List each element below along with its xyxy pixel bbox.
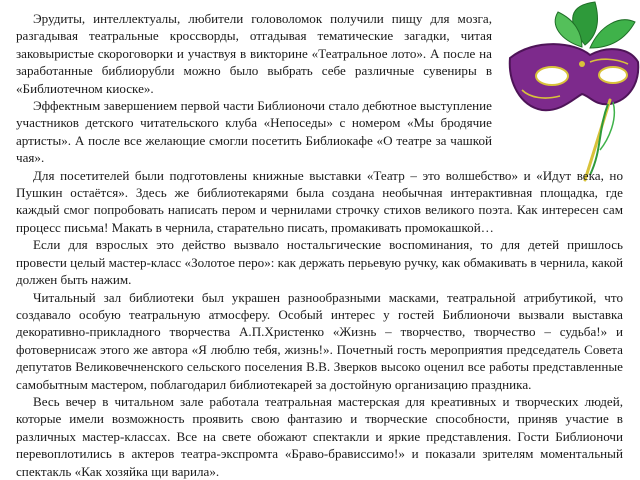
paragraph-erudites: Эрудиты, интеллектуалы, любители головоломок получили пищу для мозга, разгадывая театральные кроссворды, отгадывая тематические загадки, читая заковыристые скороговорки и участвуя в викторине «Театральное лото». А после на заработанные библиорубли можно было выбрать себе различные сувениры в «Библиотечном киоске».: [16, 11, 492, 96]
paragraph-premiere: Эффектным завершением первой части Библионочи стало дебютное выступление участников детского читательского клуба «Непоседы» с номером «Мы бродячие артисты». А после все желающие смогли посетить Библиокафе «О театре за чашкой чая».: [16, 98, 492, 166]
paragraph-evening: Весь вечер в читальном зале работала театральная мастерская для креативных и творческих людей, которые имели возможность проявить свою фантазию и творческие способности, приняв участие в различных мастер-классах. Все на свете обожают спектакли и яркие представления. Гости Библионочи перевоплотились в актеров театра-экспромта «Браво-брависсимо!» и показали зрителям моментальный спектакль «Как хозяйка щи варила».: [16, 393, 623, 479]
paragraph-exhibitions: Для посетителей были подготовлены книжные выставки «Театр – это волшебство» и «Идут века, но Пушкин остаётся». Здесь же библиотекарями была создана необычная интерактивная площадка, где каждый смог попробовать написать пером и чернилами строчку стихов великого поэта. Как интересен сам процесс письма! Макать в чернила, старательно писать, промакивать промокашкой…: [16, 167, 623, 235]
paragraph-masterclass: Если для взрослых это действо вызвало ностальгические воспоминания, то для детей пришлось провести целый мастер-класс «Золотое перо»: как держать перьевую ручку, как обмакивать в чернила, какой должен быть нажим.: [16, 237, 623, 288]
article: [16, 10, 623, 480]
paragraph-reading-room: Читальный зал библиотеки был украшен разнообразными масками, театральной атрибутикой, что создавало особую театральную атмосферу. Особый интерес у гостей Библионочи вызвали выставка декоративно-прикладного творчества А.П.Христенко «Жизнь – творчество, творчество – судьба!» и фотовернисаж этого же автора «Я люблю тебя, жизнь!». Почетный гость мероприятия председатель Совета депутатов Великовечненского сельского поселения В.В. Зверков высоко оценил все работы представленные самобытным мастером, поблагодарил библиотекарей за достойную организацию праздника.: [16, 289, 623, 392]
